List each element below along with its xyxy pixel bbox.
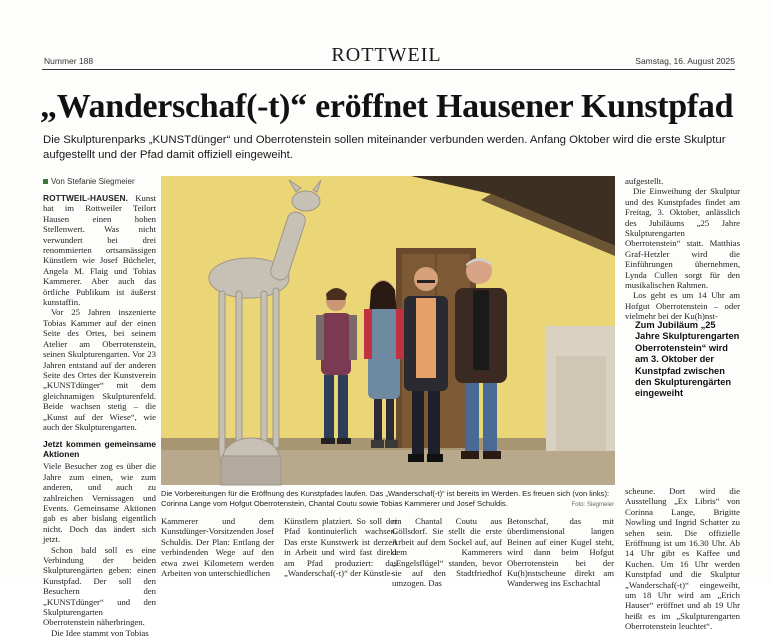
paragraph: Los geht es um 14 Uhr am Hofgut Oberrotenstein – oder vielmehr bei der Ku(h)nst- [625, 290, 740, 322]
issue-date: Samstag, 16. August 2025 [635, 56, 735, 66]
caption-text: Die Vorbereitungen für die Eröffnung des Kunstpfades laufen. Das „Wanderschaf(-t)“ ist bereits im Werden. Es freuen sich (von links): Corinna Lange vom Hofgut Oberrotenstein, Chantal Coutu sowie Tobias Kammerer und Josef Schuldis. [161, 489, 610, 509]
subheading: Jetzt kommen gemeinsame Aktionen [43, 439, 156, 460]
paragraph [43, 193, 156, 307]
section-title: ROTTWEIL [331, 44, 442, 66]
teaser: Die Skulpturenparks „KUNSTdünger“ und Oberrotenstein sollen miteinander verbunden werden. Anfang Oktober wird die erste Skulptur aufgestellt und der Pfad damit offiziell eingeweiht. [43, 134, 726, 161]
text-column-6-continued: scheune. Dort wird die Ausstellung „Ex Libris“ von Corinna Lange, Brigitte Nowling und Ingrid Schatter zu sehen sein. Die offizielle Eröffnung ist um 16.30 Uhr. Ab 14 Uhr gibt es Kaffee und Kuchen. Um 16 Uhr werden Kunstpfad und die Skulptur „Wanderschaf(-t)“ eingeweiht, um 18 Uhr wird am „Erich Hauser“ eröffnet und ab 19 Uhr heißt es im „Skulpturengarten Oberrotenstein leuchtet“. [625, 486, 740, 632]
author-name: Von Stefanie Siegmeier [51, 177, 135, 186]
paragraph: Viele Besucher zog es über die Jahre zum einen, wie zum anderen, und auch zu zahlreichen Vernissagen und Events. Gemeinsame Aktionen gab es aber bislang eigentlich nicht. Doch das ändert sich jetzt. [43, 461, 156, 545]
paragraph: Vor 25 Jahren inszenierte Tobias Kammer auf der einen Seite des Ortes, bei seinem Atelier am Oberrotenstein, seinen Skulpturengarten. Vor 23 Jahren entstand auf der anderen Seite des Ortes der Kunstverein „KUNSTdünger“ mit dem gleichnamigen Skulpturenfeld. Beide wachsen stetig – die „Kunst auf der Wiese“, wie auch der Skulpturengarten. [43, 307, 156, 432]
text-column-3: Künstlern platziert. So soll der Pfad kontinuierlich wachsen. Das erste Kunstwerk ist derzeit in Arbeit und wird fast direkt am Pfad produziert: das „Wanderschaf(-t)“ der Künstle- [284, 516, 397, 579]
headline: „Wanderschaf(-t)“ eröffnet Hausener Kunstpfad [40, 88, 734, 125]
text-column-1 [43, 193, 156, 638]
photo-caption [161, 489, 614, 510]
photo-credit: Foto: Siegmeier [571, 502, 614, 509]
text-column-6 [625, 176, 740, 322]
paragraph: Die Einweihung der Skulptur und des Kunstpfades findet am Freitag, 3. Oktober, anlässlich des Jubiläums „25 Jahre Skulpturengarten Oberrotenstein“ statt. Matthias Graf-Hetzler wird die Einführungen übernehmen, Lynda Cullen sorgt für den musikalischen Rahmen. [625, 186, 740, 291]
text-column-4: rin Chantal Coutu aus Göllsdorf. Sie stellt die erste Arbeit auf dem Sockel auf, auf dem Kammerers „Engelsflügel“ standen, bevor sie auf den Stadtfriedhof umzogen. Das [392, 516, 502, 589]
masthead [36, 40, 737, 70]
author-marker-icon [43, 179, 48, 184]
pull-quote: Zum Jubiläum „25 Jahre Skulpturengarten Oberrotenstein“ wird am 3. Oktober der Kunstpfad zwischen den Skulpturengärten eingeweiht [635, 320, 740, 399]
paragraph: Die Idee stammt von Tobias [51, 627, 149, 638]
paragraph: aufgestellt. [625, 176, 664, 186]
paragraph-text: Kunst hat im Rottweiler Teilort Hausen einen hohen Stellenwert. Was nicht verwundert bei drei renommierten ortsansässigen Künstlern wie Josef Bücheler, Angela M. Flaig und Tobias Kammerer. Aber auch das örtliche Publikum ist äußerst kunstaffin. [43, 193, 156, 308]
author-line [43, 177, 135, 186]
article-photo [161, 176, 615, 485]
paragraph: Schon bald soll es eine Verbindung der beiden Skulpturengärten geben: einen Kunstpfad. Der soll den Besuchern den „KUNSTdünger“ und den Skulpturengarten Oberrotenstein näherbringen. [43, 544, 156, 628]
issue-number: Nummer 188 [44, 56, 94, 66]
text-column-2: Kammerer und dem Kunstdünger-Vorsitzenden Josef Schuldis. Der Plan: Entlang der verbindenden Wege auf den etwa zwei Kilometern werden Arbeiten von unterschiedlichen [161, 516, 274, 579]
masthead-rule [42, 69, 735, 70]
text-column-5: Betonschaf, das mit überdimensional langen Beinen auf einer Kugel steht, wird dann beim Hofgut Oberrotenstein bei der Ku(h)nstscheune direkt am Wanderweg ins Eschachtal [507, 516, 614, 589]
dateline: ROTTWEIL-HAUSEN. [43, 193, 129, 203]
